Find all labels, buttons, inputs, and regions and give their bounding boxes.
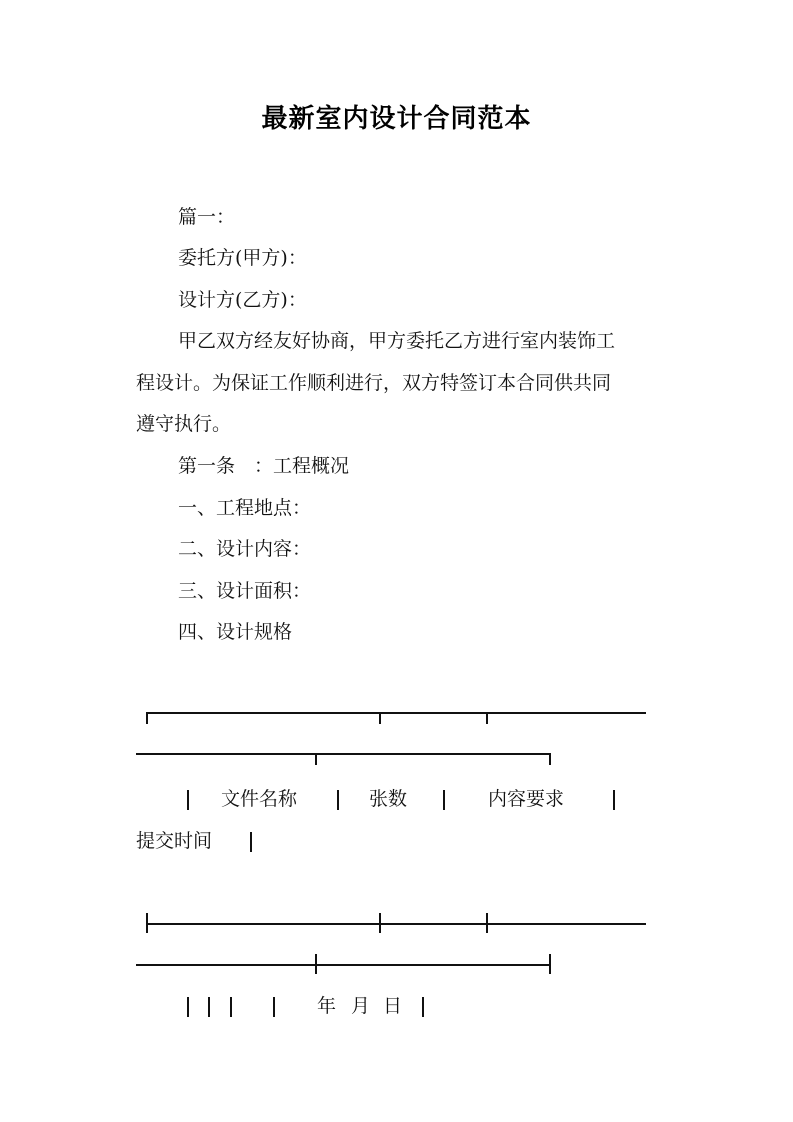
designer-line: 设计方(乙方)： <box>178 289 307 311</box>
part-heading: 篇一： <box>178 206 236 228</box>
date-year: 年 <box>317 995 337 1017</box>
paragraph-line-2: 程设计。为保证工作顺利进行，双方特签订本合同供共同 <box>136 372 612 394</box>
header-submit-time: 提交时间 <box>136 830 213 852</box>
client-line: 委托方(甲方)： <box>178 247 307 269</box>
item-area: 三、设计面积： <box>178 580 312 602</box>
header-file-name: 文件名称 <box>221 788 298 810</box>
paragraph-line-3: 遵守执行。 <box>136 413 232 435</box>
header-requirements: 内容要求 <box>488 788 565 810</box>
item-location: 一、工程地点： <box>178 497 312 519</box>
item-spec: 四、设计规格 <box>178 621 293 643</box>
article-heading: 第一条 ：工程概况 <box>178 455 350 477</box>
paragraph-line-1: 甲乙双方经友好协商，甲方委托乙方进行室内装饰工 <box>178 330 616 352</box>
document-title: 最新室内设计合同范本 <box>261 104 532 134</box>
item-content: 二、设计内容： <box>178 538 312 560</box>
date-month: 月 <box>351 995 371 1017</box>
date-day: 日 <box>383 995 403 1017</box>
header-count: 张数 <box>369 788 408 810</box>
